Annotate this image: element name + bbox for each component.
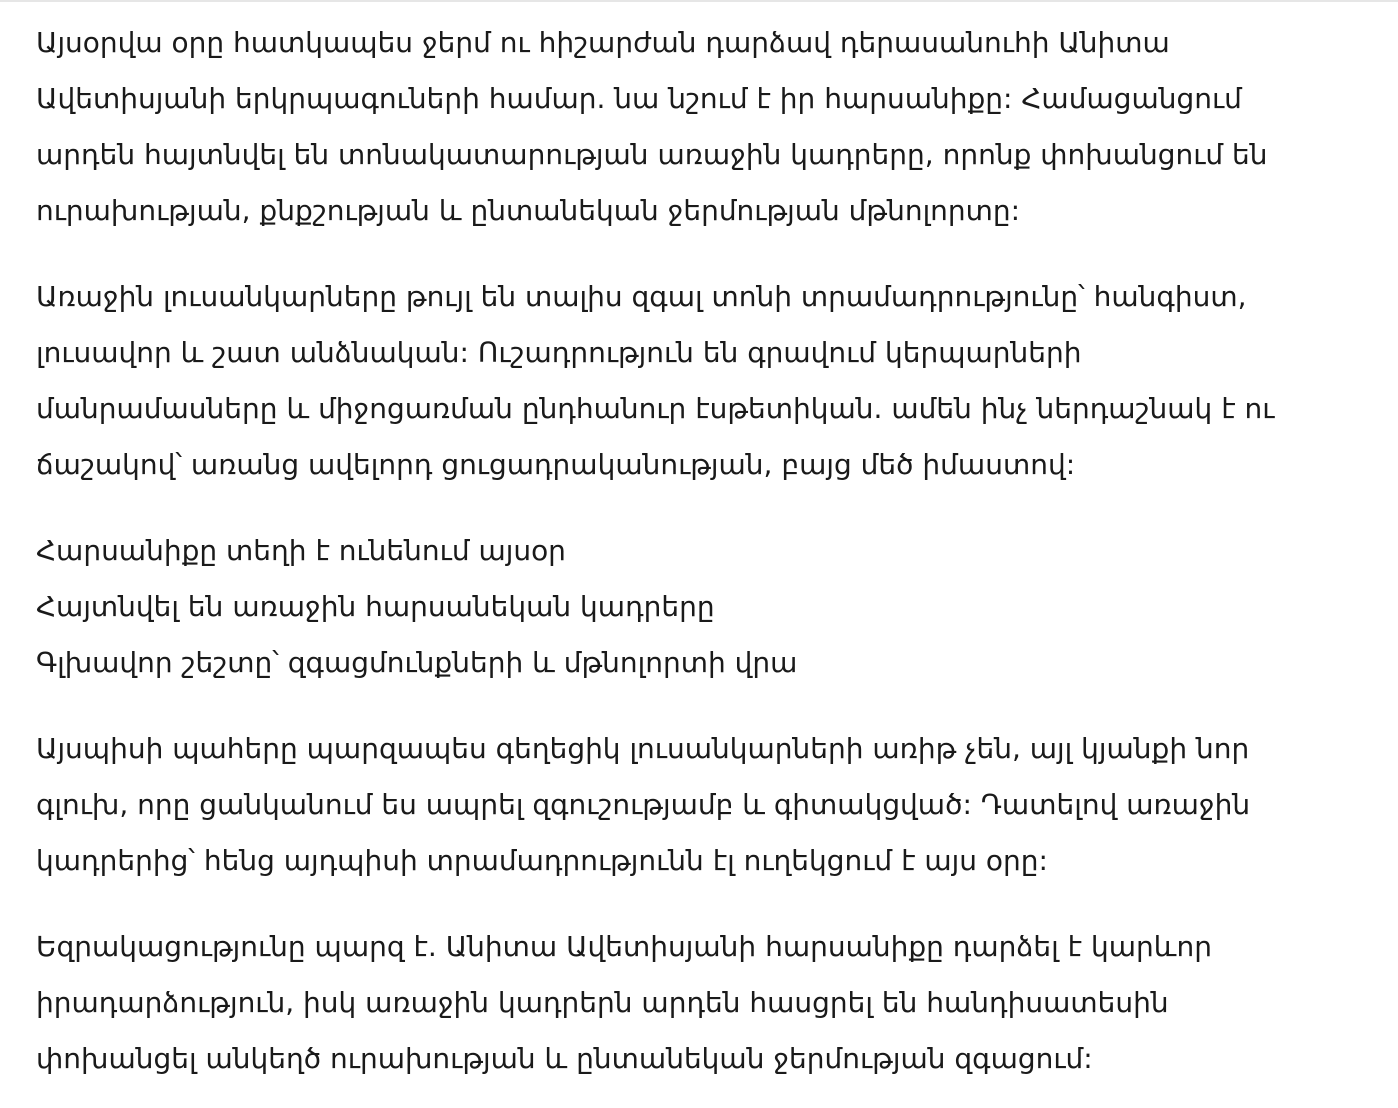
paragraph-line: կադրերից՝ հենց այդպիսի տրամադրությունն էլ ուղեկցում է այս օրը:	[36, 844, 1048, 877]
article-body	[0, 2, 1398, 1087]
moments-paragraph	[36, 721, 1398, 889]
paragraph-line: Առաջին լուսանկարները թույլ են տալիս զգալ տոնի տրամադրությունը՝ հանգիստ,	[36, 280, 1247, 313]
list-item: Հայտնվել են առաջին հարսանեկան կադրերը	[36, 590, 715, 623]
paragraph-line: փոխանցել անկեղծ ուրախության և ընտանեկան ջերմության զգացում:	[36, 1042, 1093, 1075]
conclusion-paragraph	[36, 919, 1398, 1087]
paragraph-line: ուրախության, քնքշության և ընտանեկան ջերմության մթնոլորտը:	[36, 194, 1021, 227]
intro-paragraph	[36, 15, 1398, 239]
paragraph-line: իրադարձություն, իսկ առաջին կադրերն արդեն հասցրել են հանդիսատեսին	[36, 986, 1169, 1019]
photos-paragraph	[36, 269, 1398, 493]
paragraph-line: ճաշակով՝ առանց ավելորդ ցուցադրականության, բայց մեծ իմաստով:	[36, 448, 1076, 481]
list-item: Հարսանիքը տեղի է ունենում այսօր	[36, 534, 566, 567]
paragraph-line: Այսպիսի պահերը պարզապես գեղեցիկ լուսանկարների առիթ չեն, այլ կյանքի նոր	[36, 732, 1250, 765]
paragraph-line: արդեն հայտնվել են տոնակատարության առաջին կադրերը, որոնք փոխանցում են	[36, 138, 1268, 171]
paragraph-line: գլուխ, որը ցանկանում ես ապրել զգուշությամբ և գիտակցված: Դատելով առաջին	[36, 788, 1251, 821]
highlights-list	[36, 523, 1398, 691]
list-item: Գլխավոր շեշտը՝ զգացմունքների և մթնոլորտի վրա	[36, 646, 798, 679]
paragraph-line: Ավետիսյանի երկրպագուների համար. նա նշում է իր հարսանիքը: Համացանցում	[36, 82, 1242, 115]
paragraph-line: մանրամասները և միջոցառման ընդհանուր էսթետիկան. ամեն ինչ ներդաշնակ է ու	[36, 392, 1275, 425]
paragraph-line: լուսավոր և շատ անձնական: Ուշադրություն են գրավում կերպարների	[36, 336, 1082, 369]
paragraph-line: Այսօրվա օրը հատկապես ջերմ ու հիշարժան դարձավ դերասանուհի Անիտա	[36, 26, 1170, 59]
paragraph-line: Եզրակացությունը պարզ է. Անիտա Ավետիսյանի հարսանիքը դարձել է կարևոր	[36, 930, 1212, 963]
